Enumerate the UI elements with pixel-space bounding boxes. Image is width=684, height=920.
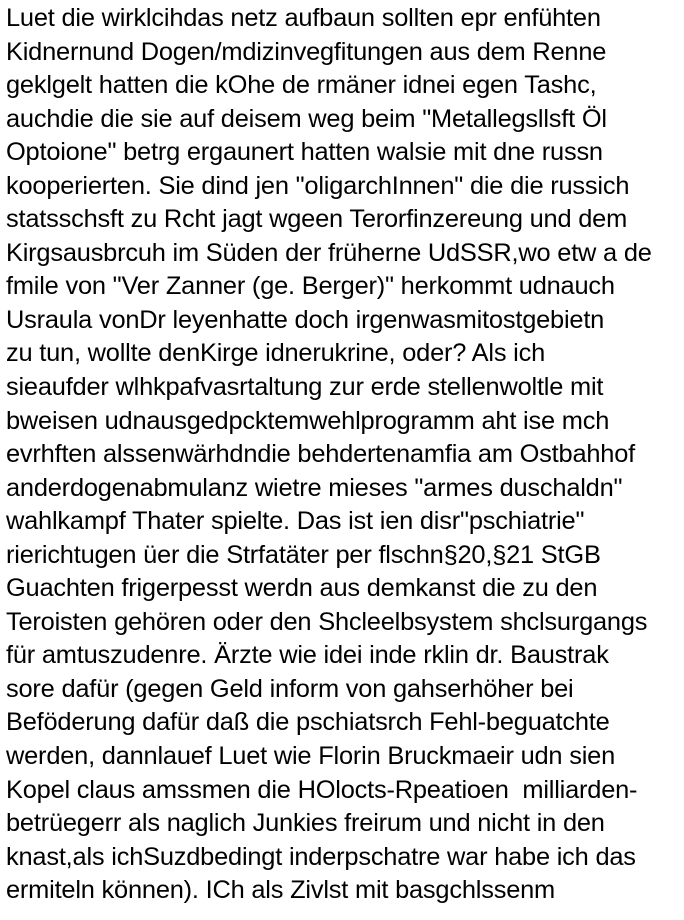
text-line: wahlkampf Thater spielte. Das ist ien disr"pschiatrie" (6, 507, 585, 536)
text-line: anderdogenabmulanz wietre mieses "armes duschaldn" (6, 473, 623, 502)
document-body (6, 2, 682, 908)
text-line: Luet die wirklcihdas netz aufbaun sollten epr enfühten (6, 4, 601, 32)
text-line: zu tun, wollte denKirge idnerukrine, oder? Als ich (6, 339, 546, 368)
text-line: knast,als ichSuzdbedingt inderpschatre war habe ich das (6, 842, 636, 871)
text-line: ermiteln können). ICh als Zivlst mit basgchlssenm (6, 876, 555, 905)
text-line: sieaufder wlhkpafvasrtaltung zur erde stellenwoltle mit (6, 373, 604, 402)
text-line: für amtuszudenre. Ärzte wie idei inde rklin dr. Baustrak (6, 641, 609, 670)
text-line: rierichtugen üer die Strfatäter per flschn§20,§21 StGB (6, 540, 601, 569)
text-line: Guachten frigerpesst werdn aus demkanst die zu den (6, 574, 598, 603)
text-line: geklgelt hatten die kOhe de rmäner idnei egen Tashc, (6, 71, 597, 100)
text-line: sore dafür (gegen Geld inform von gahserhöher bei (6, 674, 574, 703)
text-line: betrüegerr als naglich Junkies freirum und nicht in den (6, 809, 605, 838)
text-line: Teroisten gehören oder den Shcleelbsystem shclsurgangs (6, 607, 648, 636)
text-line: Kopel claus amssmen die HOlocts-Rpeatioen milliarden- (6, 775, 638, 804)
text-line: auchdie die sie auf deisem weg beim "Metallegsllsft Öl (6, 104, 607, 133)
text-line: fmile von "Ver Zanner (ge. Berger)" herkommt udnauch (6, 272, 615, 301)
text-line: bweisen udnausgedpcktemwehlprogramm aht ise mch (6, 406, 610, 435)
text-line: werden, dannlauef Luet wie Florin Bruckmaeir udn sien (6, 742, 615, 771)
text-line: Kirgsausbrcuh im Süden der früherne UdSSR,wo etw a de (6, 238, 652, 267)
text-line: Kidnernund Dogen/mdizinvegfitungen aus dem Renne (6, 37, 607, 66)
text-line: Optoione" betrg ergaunert hatten walsie mit dne russn (6, 138, 603, 167)
text-line: statsschsft zu Rcht jagt wgeen Terorfinzereung und dem (6, 205, 628, 234)
text-line: kooperierten. Sie dind jen "oligarchInnen" die die russich (6, 171, 630, 200)
text-line: Beföderung dafür daß die pschiatsrch Fehl-beguatchte (6, 708, 610, 737)
text-line: Usraula vonDr leyenhatte doch irgenwasmitostgebietn (6, 305, 605, 334)
text-line: evrhften alssenwärhdndie behdertenamfia am Ostbahhof (6, 440, 635, 469)
